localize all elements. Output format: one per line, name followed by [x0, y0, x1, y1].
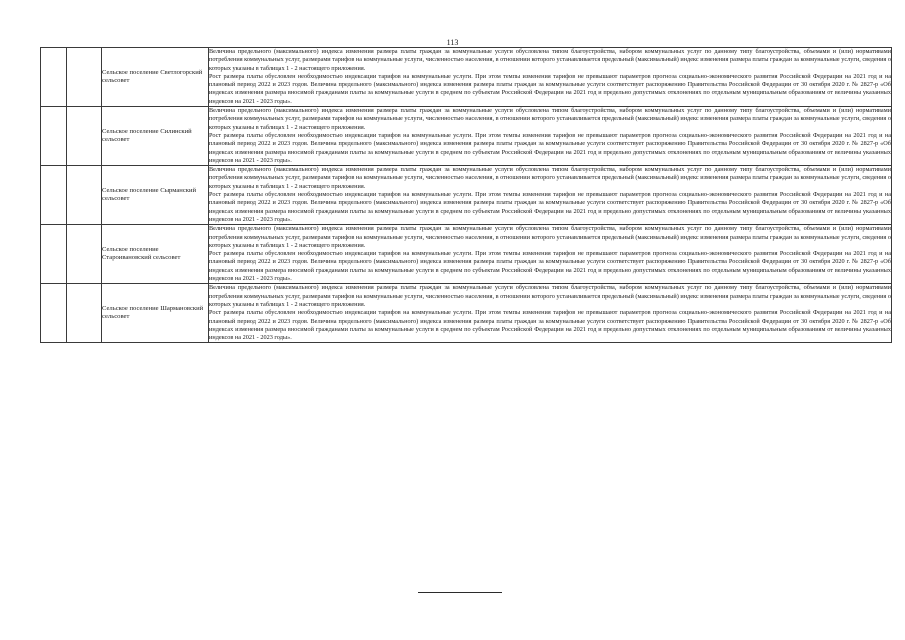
empty-cell	[67, 107, 102, 166]
table-row	[41, 166, 892, 225]
justification-cell	[209, 48, 892, 107]
justification-paragraph-1: Величина предельного (максимального) индекса изменения размера платы граждан за коммунальные услуги обусловлена типом благоустройства, набором коммунальных услуг по данному типу благоустройства, объемами и (или) нормативами потребления коммунальных услуг, размерами тарифов на коммунальные услуги, численностью населения, в отношении которого устанавливается предельный (максимальный) индекс изменения размера платы граждан за коммунальные услуги, сведения о которых указаны в таблицах 1 - 2 настоящего приложения.	[209, 284, 891, 308]
justification-paragraph-1: Величина предельного (максимального) индекса изменения размера платы граждан за коммунальные услуги обусловлена типом благоустройства, набором коммунальных услуг по данному типу благоустройства, объемами и (или) нормативами потребления коммунальных услуг, размерами тарифов на коммунальные услуги, численностью населения, в отношении которого устанавливается предельный (максимальный) индекс изменения размера платы граждан за коммунальные услуги, сведения о которых указаны в таблицах 1 - 2 настоящего приложения.	[209, 225, 891, 249]
justification-paragraph-2: Рост размера платы обусловлен необходимостью индексации тарифов на коммунальные услуги. При этом темпы изменения тарифов не превышают параметров прогноза социально-экономического развития Российской Федерации на 2021 год и на плановый период 2022 и 2023 годов. Величина предельного (максимального) индекса изменения размера платы граждан за коммунальные услуги соответствует распоряжению Правительства Российской Федерации от 30 октября 2020 г. № 2827-р «Об индексах изменения размера вносимой гражданами платы за коммунальные услуги в среднем по субъектам Российской Федерации на 2021 год и предельно допустимых отклонениях по отдельным муниципальным образованиям от величины указанных индексов на 2021 - 2023 годы».	[209, 72, 891, 105]
justification-cell	[209, 225, 892, 284]
empty-cell	[67, 225, 102, 284]
settlement-name: Сельское поселение Силинский сельсовет	[102, 107, 209, 166]
empty-cell	[67, 48, 102, 107]
empty-cell	[67, 284, 102, 343]
justification-cell	[209, 166, 892, 225]
justification-cell	[209, 284, 892, 343]
settlement-name: Сельское поселение Староивановский сельсовет	[102, 225, 209, 284]
table-row	[41, 107, 892, 166]
row-number-cell	[41, 48, 67, 107]
empty-cell	[67, 166, 102, 225]
justification-cell	[209, 107, 892, 166]
justification-paragraph-2: Рост размера платы обусловлен необходимостью индексации тарифов на коммунальные услуги. При этом темпы изменения тарифов не превышают параметров прогноза социально-экономического развития Российской Федерации на 2021 год и на плановый период 2022 и 2023 годов. Величина предельного (максимального) индекса изменения размера платы граждан за коммунальные услуги соответствует распоряжению Правительства Российской Федерации от 30 октября 2020 г. № 2827-р «Об индексах изменения размера вносимой гражданами платы за коммунальные услуги в среднем по субъектам Российской Федерации на 2021 год и предельно допустимых отклонениях по отдельным муниципальным образованиям от величины указанных индексов на 2021 - 2023 годы».	[209, 250, 891, 283]
justification-paragraph-1: Величина предельного (максимального) индекса изменения размера платы граждан за коммунальные услуги обусловлена типом благоустройства, набором коммунальных услуг по данному типу благоустройства, объемами и (или) нормативами потребления коммунальных услуг, размерами тарифов на коммунальные услуги, численностью населения, в отношении которого устанавливается предельный (максимальный) индекс изменения размера платы граждан за коммунальные услуги, сведения о которых указаны в таблицах 1 - 2 настоящего приложения.	[209, 107, 891, 131]
settlement-name: Сельское поселение Светлогорский сельсовет	[102, 48, 209, 107]
row-number-cell	[41, 225, 67, 284]
settlements-table	[40, 47, 892, 343]
table-row	[41, 48, 892, 107]
settlement-name: Сельское поселение Шармановский сельсовет	[102, 284, 209, 343]
row-number-cell	[41, 107, 67, 166]
justification-paragraph-1: Величина предельного (максимального) индекса изменения размера платы граждан за коммунальные услуги обусловлена типом благоустройства, набором коммунальных услуг по данному типу благоустройства, объемами и (или) нормативами потребления коммунальных услуг, размерами тарифов на коммунальные услуги, численностью населения, в отношении которого устанавливается предельный (максимальный) индекс изменения размера платы граждан за коммунальные услуги, сведения о которых указаны в таблицах 1 - 2 настоящего приложения.	[209, 48, 891, 72]
justification-paragraph-2: Рост размера платы обусловлен необходимостью индексации тарифов на коммунальные услуги. При этом темпы изменения тарифов не превышают параметров прогноза социально-экономического развития Российской Федерации на 2021 год и на плановый период 2022 и 2023 годов. Величина предельного (максимального) индекса изменения размера платы граждан за коммунальные услуги соответствует распоряжению Правительства Российской Федерации от 30 октября 2020 г. № 2827-р «Об индексах изменения размера вносимой гражданами платы за коммунальные услуги в среднем по субъектам Российской Федерации на 2021 год и предельно допустимых отклонениях по отдельным муниципальным образованиям от величины указанных индексов на 2021 - 2023 годы».	[209, 131, 891, 164]
page-number: 113	[446, 38, 459, 47]
table-row	[41, 284, 892, 343]
justification-paragraph-2: Рост размера платы обусловлен необходимостью индексации тарифов на коммунальные услуги. При этом темпы изменения тарифов не превышают параметров прогноза социально-экономического развития Российской Федерации на 2021 год и на плановый период 2022 и 2023 годов. Величина предельного (максимального) индекса изменения размера платы граждан за коммунальные услуги соответствует распоряжению Правительства Российской Федерации от 30 октября 2020 г. № 2827-р «Об индексах изменения размера вносимой гражданами платы за коммунальные услуги в среднем по субъектам Российской Федерации на 2021 год и предельно допустимых отклонениях по отдельным муниципальным образованиям от величины указанных индексов на 2021 - 2023 годы».	[209, 309, 891, 342]
justification-paragraph-1: Величина предельного (максимального) индекса изменения размера платы граждан за коммунальные услуги обусловлена типом благоустройства, набором коммунальных услуг по данному типу благоустройства, объемами и (или) нормативами потребления коммунальных услуг, размерами тарифов на коммунальные услуги, численностью населения, в отношении которого устанавливается предельный (максимальный) индекс изменения размера платы граждан за коммунальные услуги, сведения о которых указаны в таблицах 1 - 2 настоящего приложения.	[209, 166, 891, 190]
row-number-cell	[41, 166, 67, 225]
footer-separator-line	[418, 592, 502, 593]
row-number-cell	[41, 284, 67, 343]
table-row	[41, 225, 892, 284]
settlement-name: Сельское поселение Сырманский сельсовет	[102, 166, 209, 225]
justification-paragraph-2: Рост размера платы обусловлен необходимостью индексации тарифов на коммунальные услуги. При этом темпы изменения тарифов не превышают параметров прогноза социально-экономического развития Российской Федерации на 2021 год и на плановый период 2022 и 2023 годов. Величина предельного (максимального) индекса изменения размера платы граждан за коммунальные услуги соответствует распоряжению Правительства Российской Федерации от 30 октября 2020 г. № 2827-р «Об индексах изменения размера вносимой гражданами платы за коммунальные услуги в среднем по субъектам Российской Федерации на 2021 год и предельно допустимых отклонениях по отдельным муниципальным образованиям от величины указанных индексов на 2021 - 2023 годы».	[209, 191, 891, 223]
